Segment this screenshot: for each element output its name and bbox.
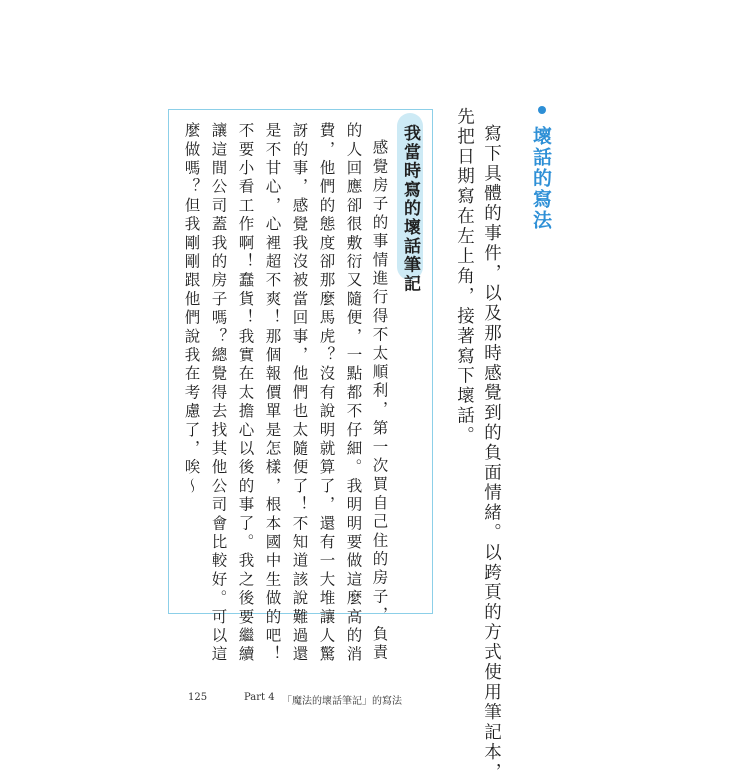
note-line-1: 感覺房子的事情進行得不太順利，第一次買自己住的房子，負責 <box>370 139 389 663</box>
note-line-7: 讓這間公司蓋我的房子嗎？總覺得去找其他公司會比較好。可以這 <box>209 122 228 665</box>
note-title: 我當時寫的壞話筆記 <box>400 124 420 294</box>
note-line-5: 是不甘心，心裡超不爽！那個報價單是怎樣，根本國中生做的吧！ <box>263 122 282 665</box>
note-line-2: 的人回應卻很敷衍又隨便，一點都不仔細。我明明要做這麼高的消 <box>344 122 363 665</box>
note-line-3: 費，他們的態度卻那麼馬虎？沒有說明就算了，還有一大堆讓人驚 <box>317 122 336 665</box>
footer-chapter-title: 「魔法的壞話筆記」的寫法 <box>282 696 402 707</box>
note-title-highlight <box>397 113 423 294</box>
intro-line-1: 寫下具體的事件，以及那時感覺到的負面情緒。以跨頁的方式使用筆記本， <box>481 124 502 782</box>
section-heading <box>528 106 556 231</box>
note-line-6: 不要小看工作啊！蠢貨！我實在太擔心以後的事了。我之後要繼續 <box>236 122 255 665</box>
intro-line-2: 先把日期寫在左上角，接著寫下壞話。 <box>454 107 475 447</box>
note-line-4: 訝的事，感覺我沒被當回事，他們也太隨便了！不知道該說難過還 <box>290 122 309 665</box>
note-line-8: 麼做嗎？但我剛剛跟他們說我在考慮了，唉～ <box>182 122 201 496</box>
page-number: 125 <box>188 692 208 703</box>
footer-part: Part 4 <box>244 692 275 703</box>
bullet-dot-icon <box>538 106 546 114</box>
section-title: 壞話的寫法 <box>530 126 552 231</box>
